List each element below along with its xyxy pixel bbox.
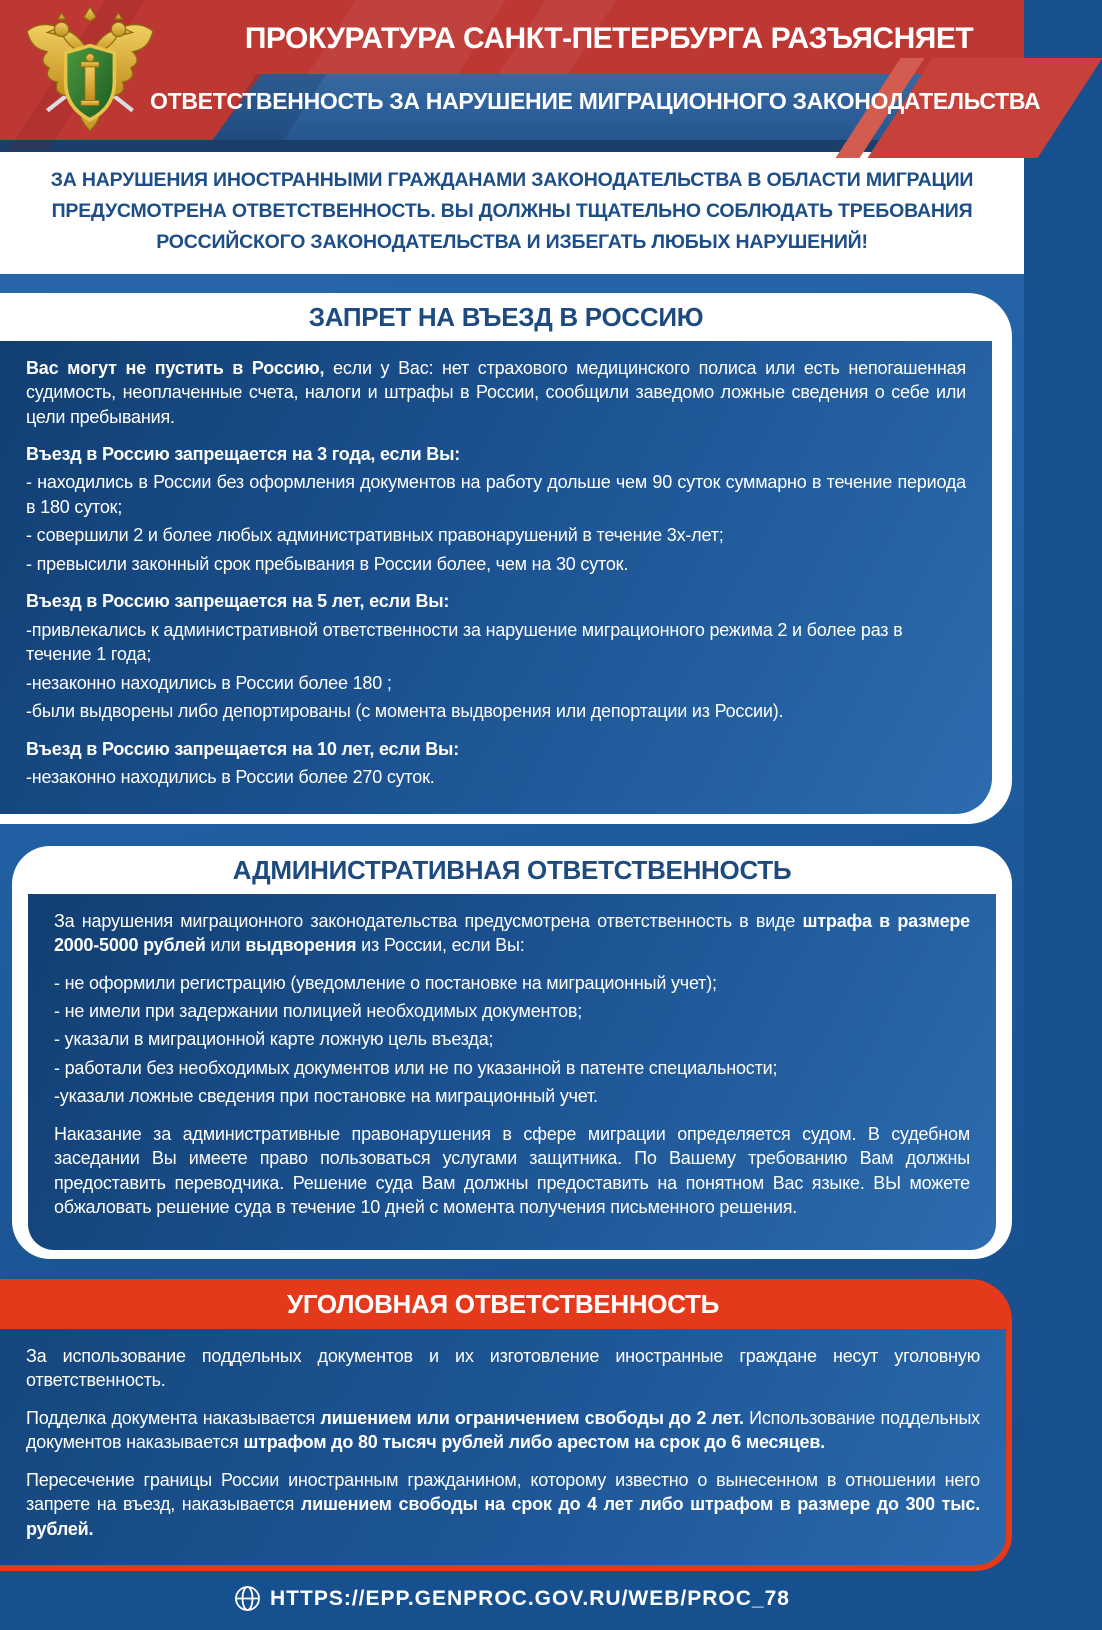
header-bottom-divider bbox=[0, 140, 1024, 152]
paragraph: -незаконно находились в России более 270 суток. bbox=[26, 767, 435, 788]
footer-url: HTTPS://EPP.GENPROC.GOV.RU/WEB/PROC_78 bbox=[270, 1586, 790, 1610]
section-body bbox=[0, 1329, 1006, 1565]
paragraph: Наказание за административные правонарушения в сфере миграции определяется судом. В судебном заседании Вы имеете право пользоваться услугами защитника. По Вашему требованию Вам должны предоставить переводчика. Решение суда Вам должны предоставить на понятном Вас языке. ВЫ можете обжаловать решение суда в течение 10 дней с момента получения письменного решения. bbox=[54, 1123, 970, 1218]
intro-text: ЗА НАРУШЕНИЯ ИНОСТРАННЫМИ ГРАЖДАНАМИ ЗАКОНОДАТЕЛЬСТВА В ОБЛАСТИ МИГРАЦИИ ПРЕДУСМОТРЕНА ОТВЕТСТВЕННОСТЬ. ВЫ ДОЛЖНЫ ТЩАТЕЛЬНО СОБЛЮДАТЬ ТРЕБОВАНИЯ РОССИЙСКОГО ЗАКОНОДАТЕЛЬСТВА И ИЗБЕГАТЬ ЛЮБЫХ НАРУШЕНИЙ! bbox=[50, 169, 974, 254]
paragraph: - совершили 2 и более любых административных правонарушений в течение 3х-лет; bbox=[26, 525, 724, 546]
header-banner bbox=[0, 0, 1041, 140]
section-body bbox=[28, 894, 996, 1250]
paragraph: Въезд в Россию запрещается на 3 года, если Вы: bbox=[26, 443, 461, 464]
paragraph: -привлекались к административной ответственности за нарушение миграционного режима 2 и более раз в течение 1 года; bbox=[26, 619, 903, 665]
paragraph: -указали ложные сведения при постановке на миграционный учет. bbox=[54, 1086, 598, 1107]
paragraph: Вас могут не пустить в Россию, если у Вас: нет страхового медицинского полиса или есть непогашенная судимость, неоплаченные счета, налоги и штрафы в России, сообщили заведомо ложные сведения о себе или цели пребывания. bbox=[26, 357, 966, 427]
page-title: ПРОКУРАТУРА САНКТ-ПЕТЕРБУРГА РАЗЪЯСНЯЕТ bbox=[244, 22, 974, 55]
page-subtitle: ОТВЕТСТВЕННОСТЬ ЗА НАРУШЕНИЕ МИГРАЦИОННОГО ЗАКОНОДАТЕЛЬСТВА bbox=[150, 88, 1041, 114]
paragraph: - превысили законный срок пребывания в России более, чем на 30 суток. bbox=[26, 553, 629, 574]
paragraph: Пересечение границы России иностранным гражданином, которому известно о вынесенном в отношении него запрете на въезд, наказывается лишением свободы на срок до 4 лет либо штрафом в размере до 300 тыс. рублей. bbox=[26, 1469, 980, 1539]
paragraph: - не оформили регистрацию (уведомление о постановке на миграционный учет); bbox=[54, 972, 717, 993]
section-title: УГОЛОВНАЯ ОТВЕТСТВЕННОСТЬ bbox=[286, 1288, 720, 1319]
section-title: АДМИНИСТРАТИВНАЯ ОТВЕТСТВЕННОСТЬ bbox=[232, 854, 792, 885]
intro-banner bbox=[0, 152, 1024, 274]
paragraph: - находились в России без оформления документов на работу дольше чем 90 суток суммарно в течение периода в 180 суток; bbox=[26, 472, 966, 517]
footer bbox=[0, 1571, 1024, 1630]
paragraph: Подделка документа наказывается лишением или ограничением свободы до 2 лет. Использование поддельных документов наказывается штрафом до 80 тысяч рублей либо арестом на срок до 6 месяцев. bbox=[26, 1407, 980, 1453]
paragraph: - работали без необходимых документов или не по указанной в патенте специальности; bbox=[54, 1057, 778, 1078]
section-criminal bbox=[0, 1279, 1012, 1571]
paragraph: За нарушения миграционного законодательства предусмотрена ответственность в виде штрафа в размере 2000-5000 рублей или выдворения из России, если Вы: bbox=[54, 910, 970, 956]
paragraph: - указали в миграционной карте ложную цель въезда; bbox=[54, 1029, 494, 1050]
section-administrative bbox=[12, 846, 1012, 1259]
paragraph: Въезд в Россию запрещается на 10 лет, если Вы: bbox=[26, 738, 460, 759]
paragraph: За использование поддельных документов и их изготовление иностранные граждане несут уголовную ответственность. bbox=[26, 1345, 980, 1391]
paragraph: -незаконно находились в России более 180 ; bbox=[26, 672, 392, 693]
section-body bbox=[0, 341, 992, 814]
paragraph: -были выдворены либо депортированы (с момента выдворения или депортации из России). bbox=[26, 701, 784, 722]
prosecutor-eagle-emblem-icon bbox=[16, 5, 164, 137]
paragraph: Въезд в Россию запрещается на 5 лет, если Вы: bbox=[26, 591, 450, 612]
paragraph: - не имели при задержании полицией необходимых документов; bbox=[54, 1001, 583, 1021]
globe-icon bbox=[234, 1585, 261, 1612]
section-entry-ban bbox=[0, 293, 1012, 824]
section-title: ЗАПРЕТ НА ВЪЕЗД В РОССИЮ bbox=[308, 301, 704, 332]
